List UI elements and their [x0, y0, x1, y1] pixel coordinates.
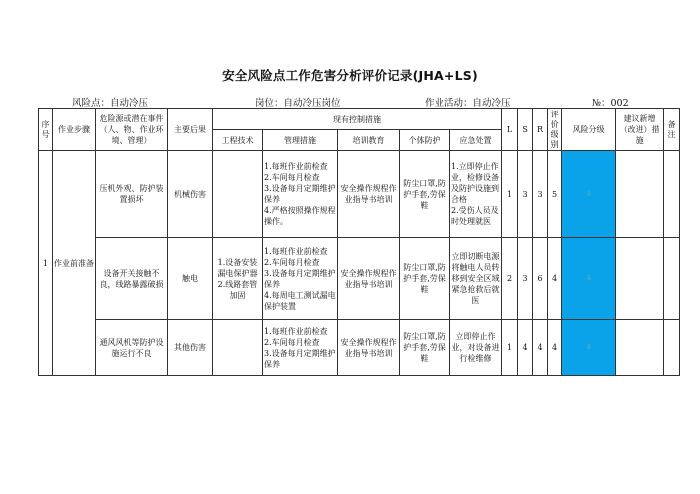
header-suggested: 建议新增（改进）措施	[616, 109, 664, 151]
l-cell: 1	[502, 151, 518, 238]
header-controls: 现有控制措施	[213, 109, 502, 130]
risk-grade-cell: 4	[562, 320, 616, 376]
s-cell: 3	[518, 151, 533, 238]
header-l: L	[502, 109, 518, 151]
training-cell: 安全操作规程作业指导书培训	[338, 320, 400, 376]
management-cell	[263, 238, 338, 320]
management-item: 2.车间每月检查	[264, 337, 320, 347]
r-cell: 3	[533, 151, 548, 238]
emergency-cell: 立即切断电源将触电人员转移到安全区域紧急抢救后就医	[450, 238, 502, 320]
header-consequence: 主要后果	[168, 109, 213, 151]
ppe-cell: 防尘口罩,防护手套,劳保鞋	[400, 320, 450, 376]
management-item: 1.每班作业前检查	[264, 246, 328, 256]
consequence-cell: 其他伤害	[168, 320, 213, 376]
remark-cell	[664, 238, 680, 320]
management-item: 3.设备每月定期维护保养	[264, 348, 336, 369]
header-seq: 序号	[39, 109, 53, 151]
hazard-cell: 压机外观、防护装置损坏	[96, 151, 168, 238]
header-management: 管理措施	[263, 130, 338, 151]
s-cell: 4	[518, 320, 533, 376]
level-cell: 4	[548, 238, 562, 320]
l-cell: 2	[502, 238, 518, 320]
ppe-cell: 防尘口罩,防护手套,劳保鞋	[400, 238, 450, 320]
management-item: 3.设备每月定期维护保养	[264, 268, 336, 289]
management-item: 4.严格按照操作规程操作。	[264, 206, 336, 226]
ppe-cell: 防尘口罩,防护手套,劳保鞋	[400, 151, 450, 238]
document-title: 安全风险点工作危害分析评价记录(JHA+LS)	[222, 68, 478, 83]
remark-cell	[664, 320, 680, 376]
header-emergency: 应急处置	[450, 130, 502, 151]
table-row	[39, 151, 680, 238]
step-cell: 作业前准备	[53, 151, 96, 376]
consequence-cell: 机械伤害	[168, 151, 213, 238]
record-number: №：002	[592, 98, 629, 109]
remark-cell	[664, 151, 680, 238]
suggested-cell	[616, 151, 664, 238]
management-cell	[263, 151, 338, 238]
engineering-cell	[213, 151, 263, 238]
header-hazard: 危险源或潜在事件（人、物、作业环境、管理）	[96, 109, 168, 151]
post-label: 岗位：自动冷压岗位	[255, 98, 341, 109]
header-risk-grade: 风险分级	[562, 109, 616, 151]
header-remark: 备注	[664, 109, 680, 151]
r-cell: 6	[533, 238, 548, 320]
management-item: 4.每周电工测试漏电保护装置	[264, 290, 336, 311]
management-item: 2.车间每月检查	[264, 173, 320, 182]
l-cell: 1	[502, 320, 518, 376]
header-engineering: 工程技术	[213, 130, 263, 151]
management-item: 2.车间每月检查	[264, 257, 320, 267]
seq-cell: 1	[39, 151, 53, 376]
risk-grade-cell: 4	[562, 151, 616, 238]
hazard-cell: 设备开关接触不良，线路暴露破损	[96, 238, 168, 320]
s-cell: 3	[518, 238, 533, 320]
r-cell: 4	[533, 320, 548, 376]
emergency-cell: 立即停止作业，对设备进行检维修	[450, 320, 502, 376]
engineering-cell: 1.设备安装漏电保护器 2.线路套管加固	[213, 238, 263, 320]
management-item: 1.每班作业前检查	[264, 326, 328, 336]
training-cell: 安全操作规程作业指导书培训	[338, 238, 400, 320]
engineering-cell	[213, 320, 263, 376]
management-item: 3.设备每月定期维护保养	[264, 184, 336, 204]
table-row	[39, 320, 680, 376]
header-level-eval: 评价级别	[548, 109, 562, 151]
management-item: 1.每班作业前检查	[264, 162, 328, 171]
header-r: R	[533, 109, 548, 151]
consequence-cell: 触电	[168, 238, 213, 320]
suggested-cell	[616, 320, 664, 376]
risk-point-label: 风险点：自动冷压	[72, 98, 149, 109]
hazard-cell: 通风风机等防护设施运行不良	[96, 320, 168, 376]
header-training: 培训教育	[338, 130, 400, 151]
header-ppe: 个体防护	[400, 130, 450, 151]
suggested-cell	[616, 238, 664, 320]
activity-label: 作业活动：自动冷压	[425, 98, 511, 109]
management-cell	[263, 320, 338, 376]
header-step: 作业步骤	[53, 109, 96, 151]
hazard-analysis-table	[38, 108, 680, 376]
table-row	[39, 238, 680, 320]
level-cell: 4	[548, 320, 562, 376]
emergency-cell: 1.立即停止作业，检修设备及防护设施到合格 2.受伤人员及时处理就医	[450, 151, 502, 238]
header-s: S	[518, 109, 533, 151]
risk-grade-cell: 4	[562, 238, 616, 320]
training-cell: 安全操作规程作业指导书培训	[338, 151, 400, 238]
level-cell: 5	[548, 151, 562, 238]
